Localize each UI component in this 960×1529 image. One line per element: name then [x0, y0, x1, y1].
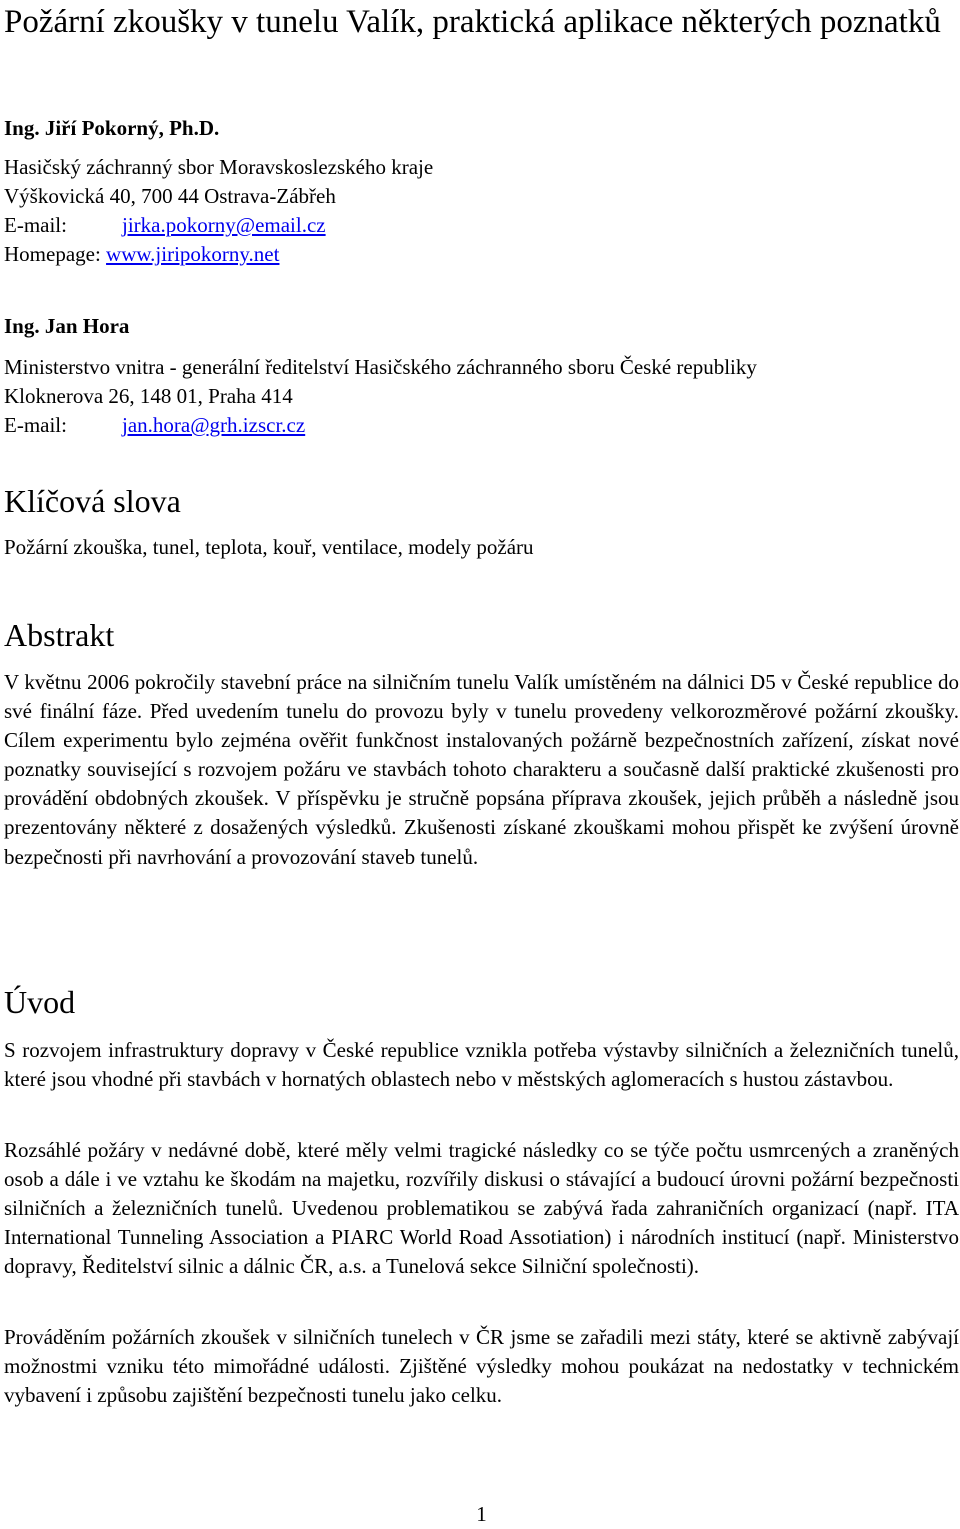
- author2-org: Ministerstvo vnitra - generální ředitelství Hasičského záchranného sboru České republiky: [4, 355, 757, 379]
- intro-paragraph-2: Rozsáhlé požáry v nedávné době, které měly velmi tragické následky co se týče počtu usmrcených a zraněných osob a dále i ve vztahu ke škodám na majetku, rozvířily diskusi o stávající a budoucí úrovni požární bezpečnosti silničních a železničních tunelů. Uvedenou problematikou se zabývá řada zahraničních organizací (např. ITA International Tunneling Association a PIARC World Road Assotiation) i národních institucí (např. Ministerstvo dopravy, Ředitelství silnic a dálnic ČR, a.s. a Tunelová sekce Silniční společnosti).: [4, 1138, 959, 1279]
- page-number: 1: [476, 1502, 487, 1526]
- intro-paragraph-3: Prováděním požárních zkoušek v silničních tunelech v ČR jsme se zařadili mezi státy, které se aktivně zabývají možnostmi vzniku této mimořádné události. Zjištěné výsledky mohou poukázat na nedostatky v technickém vybavení i způsobu zajištění bezpečnosti tunelu jako celku.: [4, 1325, 959, 1408]
- intro-paragraph-1: S rozvojem infrastruktury dopravy v České republice vznikla potřeba výstavby silničních a železničních tunelů, které jsou vhodné při stavbách v hornatých oblastech nebo v městských aglomeracích s hustou zástavbou.: [4, 1038, 959, 1092]
- author2-address: Kloknerova 26, 148 01, Praha 414: [4, 384, 293, 408]
- author2-name: Ing. Jan Hora: [4, 314, 130, 338]
- paper-title: Požární zkoušky v tunelu Valík, praktická aplikace některých poznatků: [4, 4, 941, 40]
- author2-email-link[interactable]: jan.hora@grh.izscr.cz: [122, 413, 306, 437]
- keywords-text: Požární zkouška, tunel, teplota, kouř, ventilace, modely požáru: [4, 535, 534, 559]
- author1-homepage-label: Homepage:: [4, 242, 101, 266]
- abstract-text: V květnu 2006 pokročily stavební práce na silničním tunelu Valík umístěném na dálnici D5 v České republice do své finální fáze. Před uvedením tunelu do provozu byly v tunelu provedeny velkorozměrové požární zkoušky. Cílem experimentu bylo zejména ověřit funkčnost instalovaných požárně bezpečnostních zařízení, získat nové poznatky související s rozvojem požáru ve stavbách tohoto charakteru a současně další praktické zkušenosti pro provádění obdobných zkoušek. V příspěvku je stručně popsána příprava zkoušek, jejich průběh a následně jsou prezentovány některé z dosažených výsledků. Zkušenosti získané zkouškami mohou přispět ke zvýšení úrovně bezpečnosti při navrhování a provozování staveb tunelů.: [4, 670, 959, 869]
- author2-affiliation: [4, 353, 757, 440]
- abstract-heading: Abstrakt: [4, 617, 115, 653]
- author1-homepage-row: [4, 240, 433, 269]
- author1-email-row: [4, 211, 433, 240]
- author1-address: Výškovická 40, 700 44 Ostrava-Zábřeh: [4, 184, 336, 208]
- author1-email-link[interactable]: jirka.pokorny@email.cz: [122, 213, 326, 237]
- author1-org: Hasičský záchranný sbor Moravskoslezského kraje: [4, 155, 434, 179]
- keywords-heading: Klíčová slova: [4, 483, 181, 519]
- intro-heading: Úvod: [4, 984, 76, 1020]
- author1-email-label: E-mail:: [4, 213, 67, 237]
- author1-affiliation: [4, 153, 433, 269]
- author2-email-label: E-mail:: [4, 413, 67, 437]
- author2-email-row: [4, 411, 757, 440]
- author1-name: Ing. Jiří Pokorný, Ph.D.: [4, 116, 220, 140]
- author1-homepage-link[interactable]: www.jiripokorny.net: [106, 242, 280, 266]
